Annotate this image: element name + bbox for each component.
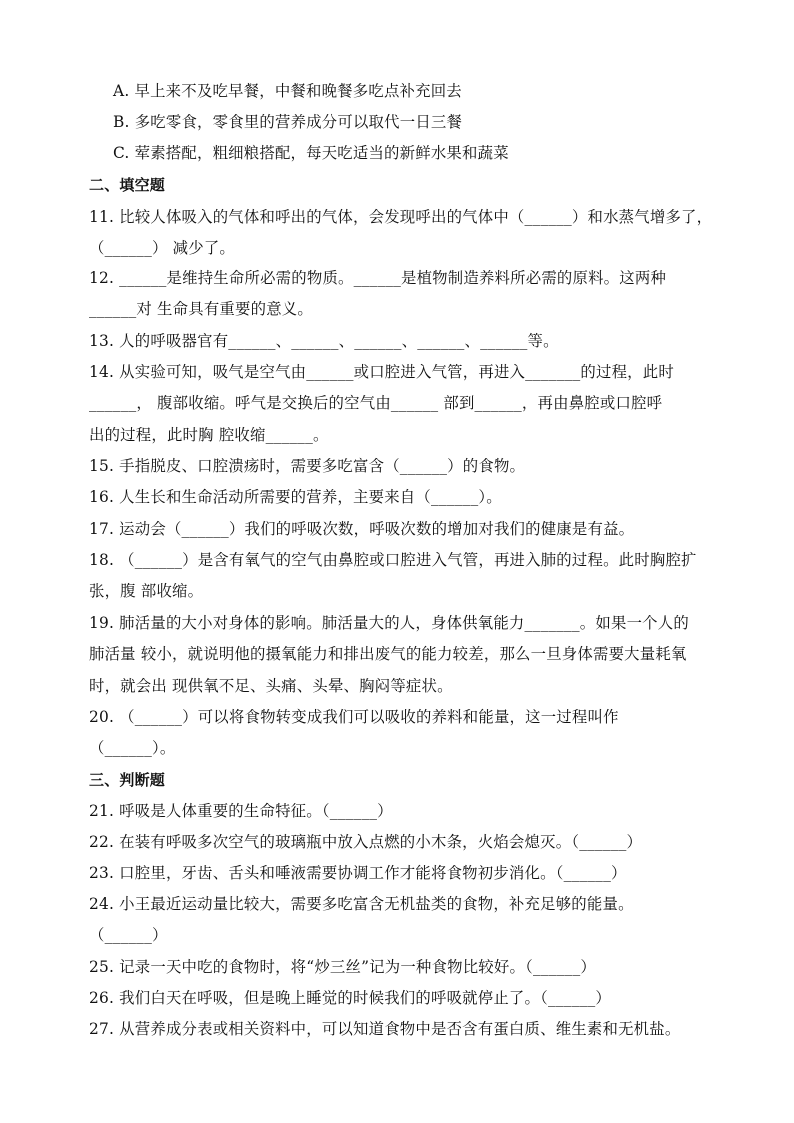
section-title-fill-blank: 二、填空题 xyxy=(89,176,166,194)
question-line: 21. 呼吸是人体重要的生命特征。（______） xyxy=(89,802,393,820)
question-line: 14. 从实验可知，吸气是空气由______或口腔进入气管，再进入_______的过程，此时 xyxy=(89,363,674,381)
option-a: A. 早上来不及吃早餐，中餐和晚餐多吃点补充回去 xyxy=(113,82,462,100)
question-line: 张，腹 部收缩。 xyxy=(89,582,204,600)
question-line: 15. 手指脱皮、口腔溃疡时，需要多吃富含（______）的食物。 xyxy=(89,457,526,475)
question-line: 时，就会出 现供氧不足、头痛、头晕、胸闷等症状。 xyxy=(89,677,453,695)
question-line: （______） xyxy=(89,926,168,944)
question-line: 26. 我们白天在呼吸，但是晚上睡觉的时候我们的呼吸就停止了。（______） xyxy=(89,989,611,1007)
question-line: （______） 减少了。 xyxy=(89,239,236,257)
option-b: B. 多吃零食，零食里的营养成分可以取代一日三餐 xyxy=(113,113,463,131)
question-line: 11. 比较人体吸入的气体和呼出的气体，会发现呼出的气体中（______）和水蒸气增多了， xyxy=(89,208,713,226)
question-line: 22. 在装有呼吸多次空气的玻璃瓶中放入点燃的小木条，火焰会熄灭。（______） xyxy=(89,833,643,851)
question-line: 24. 小王最近运动量比较大，需要多吃富含无机盐类的食物，补充足够的能量。 xyxy=(89,895,634,913)
option-c: C. 荤素搭配，粗细粮搭配，每天吃适当的新鲜水果和蔬菜 xyxy=(113,144,509,162)
question-line: 20. （______）可以将食物转变成我们可以吸收的养料和能量，这一过程叫作 xyxy=(89,708,619,726)
question-line: 出的过程，此时胸 腔收缩______。 xyxy=(89,426,329,444)
question-line: 18. （______）是含有氧气的空气由鼻腔或口腔进入气管，再进入肺的过程。此时胸腔扩 xyxy=(89,551,697,569)
question-line: ______对 生命具有重要的意义。 xyxy=(89,300,313,318)
question-line: 17. 运动会（______）我们的呼吸次数，呼吸次数的增加对我们的健康是有益。 xyxy=(89,520,635,538)
question-line: 19. 肺活量的大小对身体的影响。肺活量大的人，身体供氧能力_______。如果一个人的 xyxy=(89,614,689,632)
question-line: 27. 从营养成分表或相关资料中，可以知道食物中是否含有蛋白质、维生素和无机盐。 xyxy=(89,1020,681,1038)
question-line: 25. 记录一天中吃的食物时，将“炒三丝”记为一种食物比较好。（______） xyxy=(89,958,596,976)
question-line: 13. 人的呼吸器官有______、______、______、______、______等。 xyxy=(89,332,559,350)
question-line: ______， 腹部收缩。呼气是交换后的空气由______ 部到______，再由鼻腔或口腔呼 xyxy=(89,394,663,412)
question-line: 23. 口腔里，牙齿、舌头和唾液需要协调工作才能将食物初步消化。（______） xyxy=(89,864,627,882)
section-title-true-false: 三、判断题 xyxy=(89,771,166,789)
question-line: （______）。 xyxy=(89,739,176,757)
question-line: 16. 人生长和生命活动所需要的营养，主要来自（______）。 xyxy=(89,488,502,506)
question-line: 12. ______是维持生命所必需的物质。______是植物制造养料所必需的原料。这两种 xyxy=(89,269,667,287)
question-line: 肺活量 较小，就说明他的摄氧能力和排出废气的能力较差，那么一旦身体需要大量耗氧 xyxy=(89,645,687,663)
